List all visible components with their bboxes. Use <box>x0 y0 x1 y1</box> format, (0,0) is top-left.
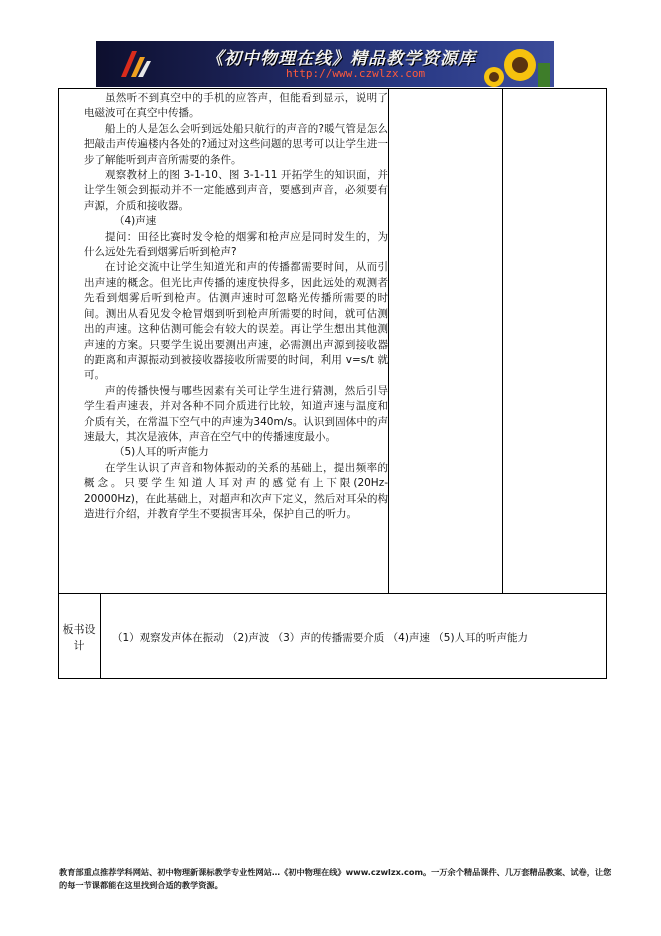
site-logo-icon <box>118 47 152 81</box>
section-heading-sound-speed: （4)声速 <box>114 215 157 228</box>
paragraph: 观察教材上的图 3-1-10、图 3-1-11 开拓学生的知识面，并让学生领会到振动并不一定能感到声音，要感到声音，必须要有声源，介质和接收器。 <box>84 169 388 212</box>
column-divider-1 <box>388 88 389 593</box>
banner-url[interactable]: http://www.czwlzx.com <box>286 67 426 80</box>
row-divider <box>58 593 607 594</box>
paragraph: 在学生认识了声音和物体振动的关系的基础上，提出频率的概念。只要学生知道人耳对声的感觉有上下限(20Hz- 20000Hz)，在此基础上，对超声和次声下定义，然后对耳朵的构造进行介绍，并教育学生不要损害耳朵，保护自己的听力。 <box>84 461 388 520</box>
paragraph: 虽然听不到真空中的手机的应答声，但能看到显示，说明了电磁波可在真空中传播。 <box>84 92 388 120</box>
header-banner <box>96 41 554 87</box>
banner-title: 《初中物理在线》精品教学资源库 <box>206 49 476 69</box>
paragraph: 船上的人是怎么会听到远处船只航行的声音的?暖气管是怎么把敲击声传遍楼内各处的?通过对这些问题的思考可以让学生进一步了解能听到声音所需要的条件。 <box>84 122 388 166</box>
paragraph: 声的传播快慢与哪些因素有关可让学生进行猜测，然后引导学生看声速表，并对各种不同介质进行比较，知道声速与温度和介质有关，在常温下空气中的声速为340m/s。认识到固体中的声速最大，其次是液体，声音在空气中的传播速度最小。 <box>84 384 388 443</box>
column-divider-2 <box>502 88 503 593</box>
board-summary: （1）观察发声体在振动 （2)声波 （3）声的传播需要介质 （4)声速 （5)人耳的听声能力 <box>112 632 529 644</box>
board-design-label: 板书设计 <box>62 623 96 652</box>
lesson-content <box>84 91 388 522</box>
section-heading-hearing: （5)人耳的听声能力 <box>114 446 209 459</box>
label-divider <box>100 593 101 679</box>
paragraph: 提问：田径比赛时发令枪的烟雾和枪声应是同时发生的，为什么远处先看到烟雾后听到枪声? <box>84 230 388 259</box>
sunflower-icon <box>480 43 550 87</box>
paragraph: 在讨论交流中让学生知道光和声的传播都需要时间，从而引出声速的概念。但光比声传播的速度快得多，因此远处的观测者先看到烟雾后听到枪声。估测声速时可忽略光传播所需要的时间。测出从看见发令枪冒烟到听到枪声所需要的时间，就可估测出的声速。这种估测可能会有较大的误差。再让学生想出其他测声速的方案。只要学生说出要测出声速，必需测出声源到接收器的距离和声源振动到被接收器接收所需要的时间，利用 v=s/t 就可。 <box>84 261 388 382</box>
footer-note: 教育部重点推荐学科网站、初中物理新课标教学专业性网站…《初中物理在线》www.czwlzx.com。一万余个精品课件、几万套精品教案、试卷，让您的每一节课都能在这里找到合适的教学资源。 <box>59 867 612 890</box>
